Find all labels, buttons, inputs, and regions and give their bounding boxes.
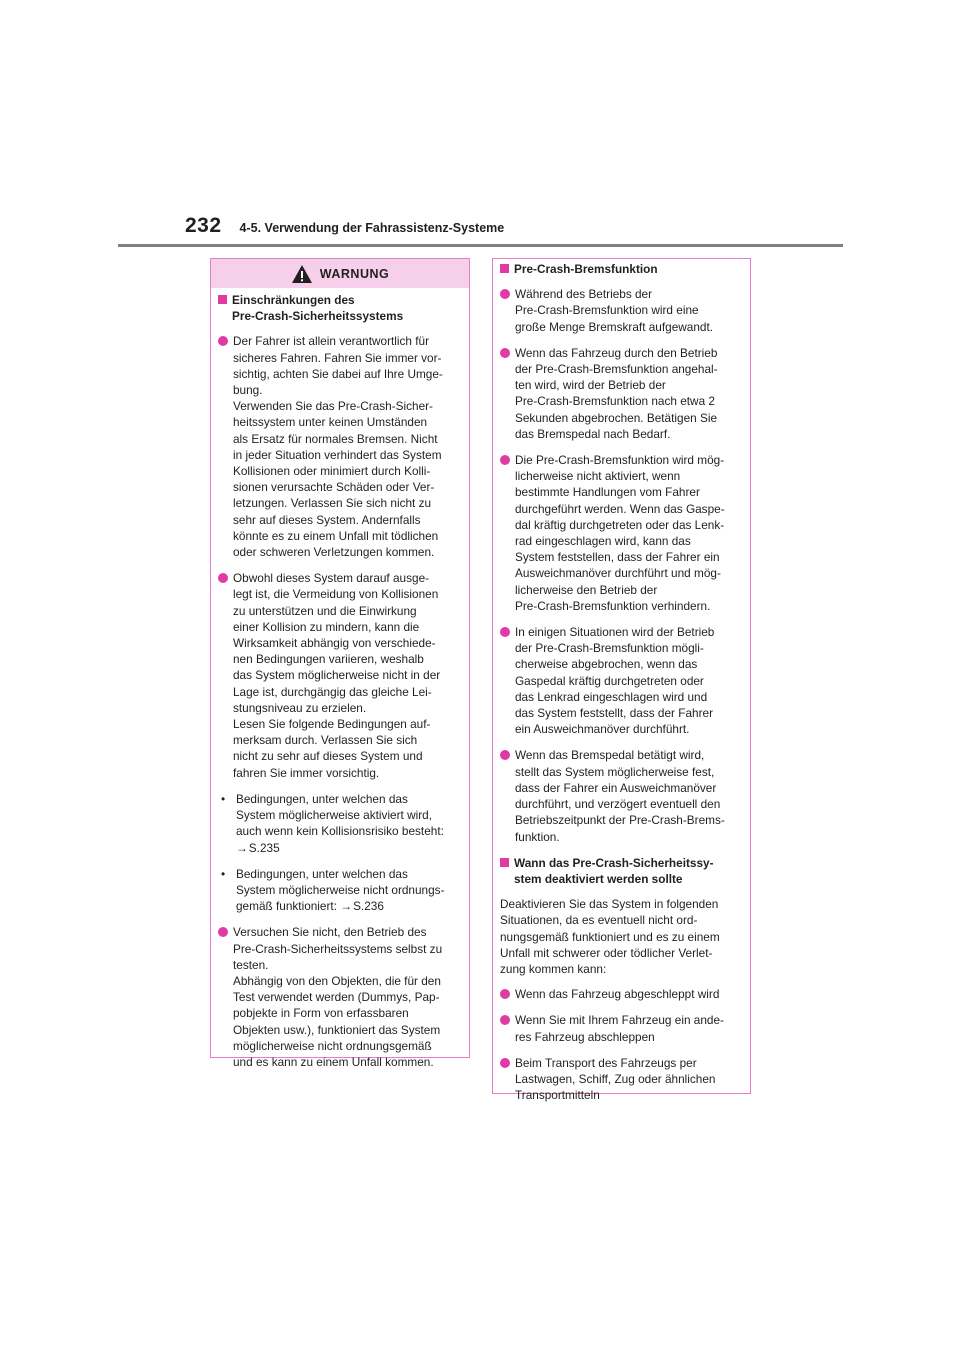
circle-bullet-icon <box>218 927 228 937</box>
chapter-title: 4-5. Verwendung der Fahrassistenz-Systeme <box>239 221 505 235</box>
list-item: Während des Betriebs der Pre-Crash-Bremsfunktion wird eine große Menge Bremskraft aufgewandt. <box>500 286 740 335</box>
list-item: Die Pre-Crash-Bremsfunktion wird mög- licherweise nicht aktiviert, wenn bestimmte Handlungen vom Fahrer durchgeführt werden. Wenn das Gaspe- dal kräftig durchgetreten oder das Lenk- rad eingeschlagen wird, kann das System feststellen, dass der Fahrer ein Ausweichmanöver durchführt und mög- licherweise den Betrieb der Pre-Crash-Bremsfunktion verhindern. <box>500 452 740 614</box>
page-number: 232 <box>185 214 222 237</box>
info-box <box>492 258 751 1103</box>
circle-bullet-icon <box>500 348 510 358</box>
paragraph: Deaktivieren Sie das System in folgenden Situationen, da es eventuell nicht ord- nungsgemäß funktioniert und es zu einem Unfall mit schwerer oder tödlicher Verlet- zung kommen kann: <box>500 897 720 976</box>
sub-bullet-item: • Bedingungen, unter welchen das System möglicherweise nicht ordnungs- gemäß funktioniert: →S.236 <box>221 866 445 914</box>
circle-bullet-icon <box>500 1058 510 1068</box>
list-item: Wenn das Bremspedal betätigt wird, stellt das System möglicherweise fest, dass der Fahrer ein Ausweichmanöver durchführt, und verzögert eventuell den Betriebszeitpunkt der Pre-Crash-Brems- funktion. <box>500 747 740 844</box>
list-item: Versuchen Sie nicht, den Betrieb des Pre-Crash-Sicherheitssystems selbst zu testen. Abhängig von den Objekten, die für den Test verwendet werden (Dummys, Pap- pobjekte in Form von erfassbaren Objekten usw.), funktioniert das System möglicherweise nicht ordnungsgemäß und es kann zu einem Unfall kommen. <box>218 924 459 1070</box>
warning-banner <box>211 259 469 288</box>
arrow-right-icon: → <box>340 899 353 914</box>
circle-bullet-icon <box>500 627 510 637</box>
list-item: Obwohl dieses System darauf ausge- legt ist, die Vermeidung von Kollisionen zu unterstützen und die Einwirkung einer Kollision zu mindern, kann die Wirksamkeit abhängig von verschiede- nen Bedingungen variieren, weshalb das System möglicherweise nicht in der Lage ist, durchgängig das gleiche Lei- stungsniveau zu erzielen. Lesen Sie folgende Bedingungen auf- merksam durch. Verlassen Sie sich nicht zu sehr auf dieses System und fahren Sie immer vorsichtig. <box>218 570 459 781</box>
list-item: Beim Transport des Fahrzeugs per Lastwagen, Schiff, Zug oder ähnlichen Transportmitteln <box>500 1055 740 1104</box>
list-item: Der Fahrer ist allein verantwortlich für sicheres Fahren. Fahren Sie immer vor- sichtig, achten Sie dabei auf Ihre Umge- bung. Verwenden Sie das Pre-Crash-Sicher- heitssystem unter keinen Umständen als Ersatz für normales Bremsen. Nicht in jeder Situation verhindert das System Kollisionen oder minimiert durch Kolli- sionen verursachte Schäden oder Ver- letzungen. Verlassen Sie sich nicht zu sehr auf dieses System. Andernfalls könnte es zu einem Unfall mit tödlichen oder schweren Verletzungen kommen. <box>218 333 459 560</box>
circle-bullet-icon <box>218 336 228 346</box>
warning-title: WARNUNG <box>319 266 390 281</box>
list-item: Wenn Sie mit Ihrem Fahrzeug ein ande- res Fahrzeug abschleppen <box>500 1012 740 1044</box>
list-item: Wenn das Fahrzeug durch den Betrieb der Pre-Crash-Bremsfunktion angehal- ten wird, wird der Betrieb der Pre-Crash-Bremsfunktion nach etwa 2 Sekunden abgebrochen. Betätigen Sie das Bremspedal nach Bedarf. <box>500 345 740 442</box>
circle-bullet-icon <box>500 989 510 999</box>
circle-bullet-icon <box>500 750 510 760</box>
square-bullet-icon <box>500 858 509 867</box>
page-reference-link[interactable]: S.236 <box>353 899 384 914</box>
square-bullet-icon <box>218 295 227 304</box>
circle-bullet-icon <box>500 455 510 465</box>
section-heading: Einschränkungen des Pre-Crash-Sicherheitssystems <box>218 292 459 324</box>
section-heading: Pre-Crash-Bremsfunktion <box>500 261 740 277</box>
page-header <box>185 214 504 240</box>
square-bullet-icon <box>500 264 509 273</box>
circle-bullet-icon <box>500 289 510 299</box>
sub-bullet-item: • Bedingungen, unter welchen das System möglicherweise aktiviert wird, auch wenn kein Kollisionsrisiko besteht: →S.235 <box>221 791 444 855</box>
section-heading: Wann das Pre-Crash-Sicherheitssy- stem deaktiviert werden sollte <box>500 855 740 887</box>
header-divider <box>118 244 843 247</box>
warning-triangle-icon <box>291 264 313 284</box>
list-item: In einigen Situationen wird der Betrieb der Pre-Crash-Bremsfunktion mögli- cherweise abgebrochen, wenn das Gaspedal kräftig durchgetreten oder das Lenkrad eingeschlagen wird und das System feststellt, dass der Fahrer ein Ausweichmanöver durchführt. <box>500 624 740 737</box>
circle-bullet-icon <box>218 573 228 583</box>
arrow-right-icon: → <box>236 840 248 855</box>
list-item: Wenn das Fahrzeug abgeschleppt wird <box>500 986 740 1002</box>
warning-box <box>210 258 470 1069</box>
page-reference-link[interactable]: S.235 <box>248 840 280 855</box>
circle-bullet-icon <box>500 1015 510 1025</box>
